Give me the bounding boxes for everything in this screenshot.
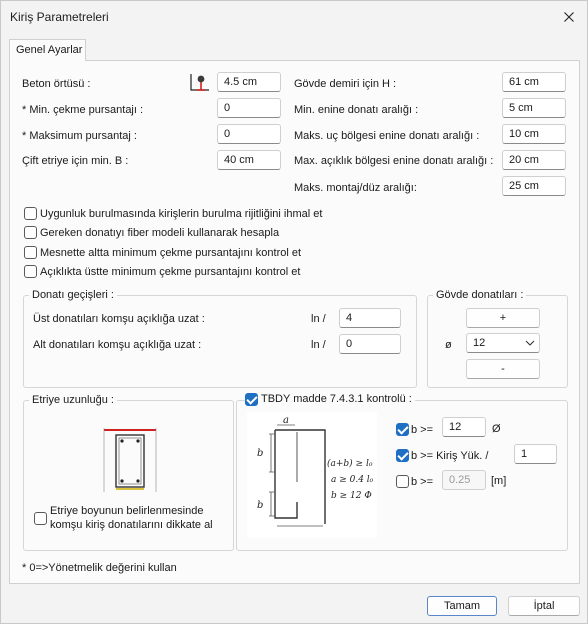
maks-montaj-label: Maks. montaj/düz aralığı: (294, 182, 417, 194)
maks-pursantaj-input[interactable]: 0 (217, 124, 281, 144)
concrete-cover-icon[interactable] (189, 71, 211, 93)
tbdy-checkbox[interactable] (245, 393, 258, 406)
alt-donati-unit: ln / (311, 339, 326, 351)
alt-donati-input[interactable]: 0 (339, 334, 401, 354)
max-aciklik-label: Max. açıklık bölgesi enine donatı aralığı : (294, 155, 494, 167)
window-title: Kiriş Parametreleri (10, 10, 109, 24)
ust-donati-unit: ln / (311, 313, 326, 325)
mesnet-label: Mesnette altta minimum çekme pursantajını kontrol et (40, 247, 302, 259)
etriye-komsu-label-1: Etriye boyunun belirlenmesinde (50, 505, 204, 517)
govde-demiri-label: Gövde demiri için H : (294, 78, 397, 90)
ok-button[interactable]: Tamam (427, 596, 497, 616)
burulma-checkbox[interactable] (24, 207, 37, 220)
min-enine-label: Min. enine donatı aralığı : (294, 104, 419, 116)
stirrup-section-icon (103, 427, 157, 493)
burulma-label: Uygunluk burulmasında kirişlerin burulma rijitliğini ihmal et (40, 208, 323, 220)
donati-gecisleri-title: Donatı geçişleri : (29, 289, 117, 301)
min-cekme-label: * Min. çekme pursantajı : (22, 104, 144, 116)
tbdy-rule3-label: b >= (411, 476, 434, 488)
tab-genel-ayarlar[interactable] (9, 39, 86, 61)
tbdy-rule1-checkbox[interactable] (396, 423, 409, 436)
min-enine-input[interactable]: 5 cm (502, 98, 566, 118)
govde-donatilari-title: Gövde donatıları : (433, 289, 526, 301)
cancel-button[interactable]: İptal (508, 596, 580, 616)
diagram-formula-3: b ≥ 12 Φ (331, 491, 372, 501)
max-aciklik-input[interactable]: 20 cm (502, 150, 566, 170)
add-govde-button[interactable]: + (466, 308, 540, 328)
tbdy-rule3-unit: [m] (491, 475, 507, 487)
maks-uc-label: Maks. uç bölgesi enine donatı aralığı : (294, 130, 480, 142)
aciklik-label: Açıklıkta üstte minimum çekme pursantajını kontrol et (40, 266, 301, 278)
tab-panel (9, 60, 580, 584)
tab-label: Genel Ayarlar (16, 44, 83, 56)
chevron-down-icon (525, 340, 535, 346)
close-icon (564, 12, 574, 22)
diameter-symbol: ø (445, 339, 452, 351)
alt-donati-label: Alt donatıları komşu açıklığa uzat : (33, 339, 202, 351)
ust-donati-label: Üst donatıları komşu açıklığa uzat : (33, 313, 205, 325)
maks-uc-input[interactable]: 10 cm (502, 124, 566, 144)
maks-pursantaj-label: * Maksimum pursantaj : (22, 130, 137, 142)
cift-etriye-label: Çift etriye için min. B : (22, 155, 129, 167)
tbdy-rule3-input[interactable]: 0.25 (442, 470, 486, 490)
etriye-uzunlugu-title: Etriye uzunluğu : (29, 394, 117, 406)
tbdy-rule1-unit: Ø (492, 423, 501, 435)
tbdy-rule2-input[interactable]: 1 (514, 444, 557, 464)
diagram-formula-2: a ≥ 0.4 l₀ (331, 475, 374, 485)
etriye-komsu-label-2: komşu kiriş donatılarını dikkate al (50, 519, 213, 531)
tbdy-diagram (247, 412, 377, 538)
title-bar (1, 1, 587, 33)
tbdy-rule1-label: b >= (411, 424, 434, 436)
remove-govde-button[interactable]: - (466, 359, 540, 379)
beton-ortusu-input[interactable]: 4.5 cm (217, 72, 281, 92)
cift-etriye-input[interactable]: 40 cm (217, 150, 281, 170)
tbdy-rule3-checkbox[interactable] (396, 475, 409, 488)
min-cekme-input[interactable]: 0 (217, 98, 281, 118)
govde-diameter-value: 12 (473, 337, 486, 349)
fiber-model-checkbox[interactable] (24, 226, 37, 239)
maks-montaj-input[interactable]: 25 cm (502, 176, 566, 196)
govde-diameter-select[interactable] (466, 333, 540, 353)
tbdy-rule2-checkbox[interactable] (396, 449, 409, 462)
tbdy-title: TBDY madde 7.4.3.1 kontrolü : (258, 393, 415, 405)
ust-donati-input[interactable]: 4 (339, 308, 401, 328)
govde-demiri-input[interactable]: 61 cm (502, 72, 566, 92)
footnote: * 0=>Yönetmelik değerini kullan (22, 562, 177, 574)
diagram-b2-label: b (257, 500, 264, 511)
aciklik-checkbox[interactable] (24, 265, 37, 278)
beton-ortusu-label: Beton örtüsü : (22, 78, 91, 90)
diagram-b1-label: b (257, 448, 264, 459)
tbdy-rule2-label: b >= Kiriş Yük. / (411, 450, 489, 462)
etriye-komsu-checkbox[interactable] (34, 512, 47, 525)
mesnet-checkbox[interactable] (24, 246, 37, 259)
diagram-a-label: a (283, 415, 289, 426)
fiber-model-label: Gereken donatıyı fiber modeli kullanarak hesapla (40, 227, 280, 239)
diagram-formula-1: (a+b) ≥ l₀ (327, 459, 373, 469)
tbdy-rule1-input[interactable]: 12 (442, 417, 486, 437)
close-button[interactable] (556, 6, 582, 28)
